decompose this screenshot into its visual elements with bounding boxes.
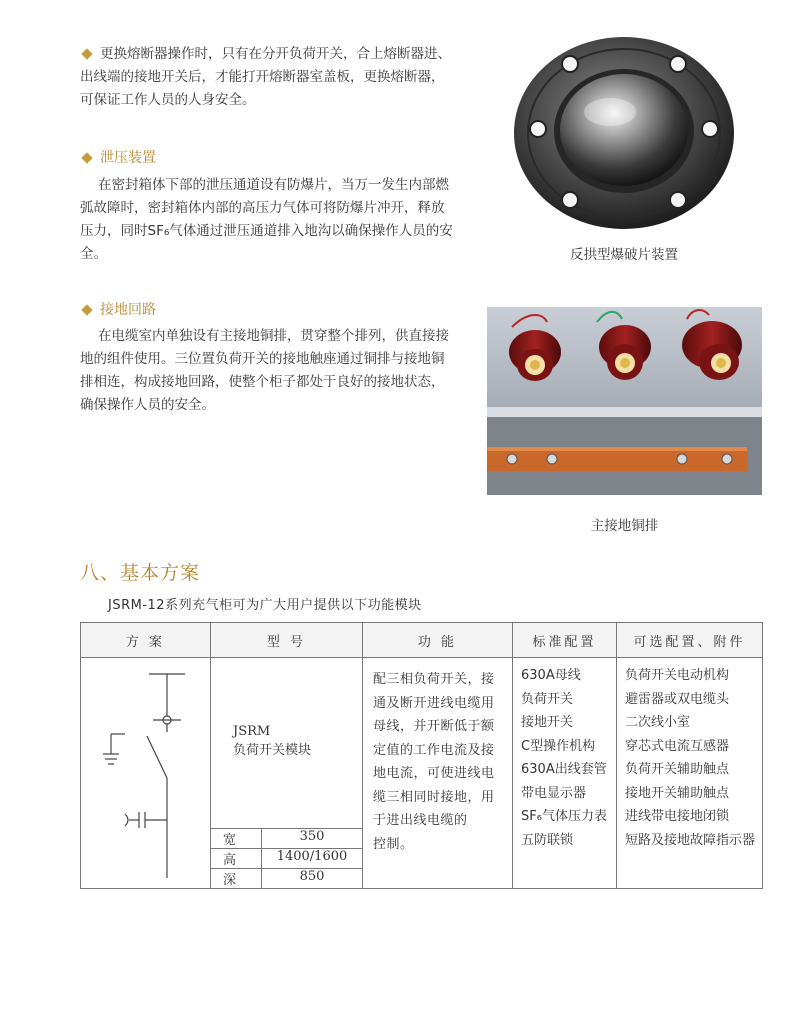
list-item: 二次线小室 (625, 715, 691, 730)
table-row (81, 658, 763, 889)
scheme-cell (81, 658, 211, 889)
list-item: SF₆气体压力表 (521, 809, 607, 824)
section-intro: JSRM-12系列充气柜可为广大用户提供以下功能模块 (108, 598, 422, 613)
function-module-table (80, 622, 763, 889)
optional-config-cell (617, 658, 763, 889)
header-scheme: 方 案 (81, 623, 211, 658)
grounding-busbar-photo (487, 307, 762, 495)
diamond-bullet-icon (81, 152, 92, 163)
list-item: 630A母线 (521, 668, 581, 683)
model-code: JSRM (233, 724, 271, 739)
list-item: 负荷开关电动机构 (625, 668, 730, 683)
rupture-disc-caption: 反拱型爆破片装置 (570, 247, 678, 263)
header-model: 型 号 (211, 623, 363, 658)
section-title: 八、基本方案 (80, 562, 201, 584)
list-item: 进线带电接地闭锁 (625, 809, 730, 824)
fuse-replacement-text: 更换熔断器操作时，只有在分开负荷开关，合上熔断器进、 出线端的接地开关后，才能打开熔断器室盖板，更换熔断器， 可保证工作人员的人身安全。 (80, 46, 451, 108)
grounding-busbar-caption: 主接地铜排 (590, 518, 659, 534)
list-item: 接地开关辅助触点 (625, 785, 730, 801)
list-item: C型操作机构 (521, 738, 596, 754)
list-item: 负荷开关辅助触点 (625, 762, 730, 777)
header-optional: 可选配置、附件 (617, 623, 763, 658)
table-header-row (81, 623, 763, 658)
list-item: 短路及接地故障指示器 (625, 832, 756, 848)
list-item: 避雷器或双电缆头 (625, 691, 730, 707)
circuit-diagram (81, 658, 211, 884)
list-item: 负荷开关 (521, 691, 574, 707)
list-item: 带电显示器 (521, 785, 587, 801)
dimensions-table (211, 828, 362, 888)
function-cell: 配三相负荷开关，接 通及断开进线电缆用 母线，并开断低于额 定值的工作电流及接 地电流，可使进线电 缆三相同时接地，用 于进出线电缆的 控制。 (363, 658, 513, 889)
header-function: 功 能 (363, 623, 513, 658)
pressure-relief-text: 在密封箱体下部的泄压通道设有防爆片，当万一发生内部燃 弧故障时，密封箱体内部的高压力气体可将防爆片冲开，释放 压力，同时SF₆气体通过泄压通道排入地沟以确保操作人员的安 全。 (80, 177, 453, 262)
list-item: 五防联锁 (521, 832, 574, 848)
model-cell (211, 658, 363, 889)
rupture-disc-photo (510, 34, 738, 232)
header-standard: 标准配置 (513, 623, 617, 658)
diamond-bullet-icon (81, 48, 92, 59)
dim-row-depth: 深 850 (211, 869, 362, 889)
list-item: 接地开关 (521, 715, 574, 730)
list-item: 630A出线套管 (521, 762, 607, 777)
list-item: 穿芯式电流互感器 (625, 738, 730, 754)
dim-row-width: 宽 350 (211, 829, 362, 849)
grounding-circuit-heading: 接地回路 (80, 299, 156, 321)
model-name: 负荷开关模块 (233, 743, 312, 758)
grounding-circuit-text: 在电缆室内单独设有主接地铜排，贯穿整个排列，供直接接 地的组件使用。三位置负荷开关的接地触座通过铜排与接地铜 排相连，构成接地回路，使整个柜子都处于良好的接地状态， 确保操作人员的安全。 (80, 328, 449, 413)
dim-row-height: 高 1400/1600 (211, 849, 362, 869)
standard-config-cell (513, 658, 617, 889)
pressure-relief-heading: 泄压装置 (80, 147, 156, 169)
diamond-bullet-icon (81, 304, 92, 315)
